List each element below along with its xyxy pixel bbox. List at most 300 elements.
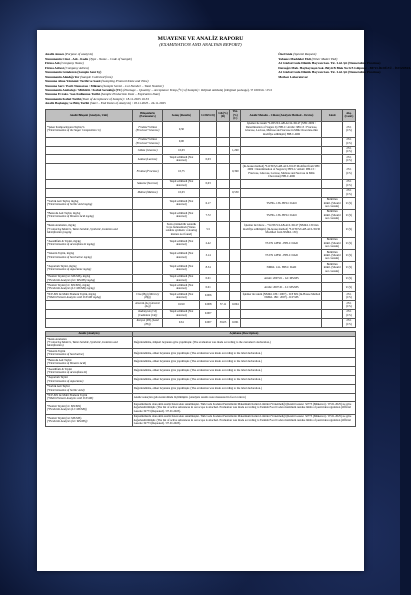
lod-cell: 0.01 <box>200 274 217 283</box>
method-cell: AOAC 2007.01 - LC MS/MS <box>241 283 322 292</box>
result-cell: Tespit edilmedi (Not detected) <box>163 262 200 274</box>
method-cell: TS EN 12856 - HPLC DAD <box>241 250 322 262</box>
meta-left-label-en: (Company Adress) <box>63 65 89 70</box>
meta-right-label: Dereağzı Mah. Hayhaytaşın Sok. Büyü B Blok No:6/5 Gölpınar - BEYLİKDÜZÜ - İSTANBUL <box>278 65 411 70</box>
decision-analysis-name-en: (*Determination of Aspartame) <box>47 378 84 383</box>
decision-description-cell: Değerlendirme, müşteri beyanına göre yapılmıştır. (The evaluation was made according to the customer's declaration.) <box>132 337 355 349</box>
analysis-cell <box>46 237 133 249</box>
gk-cell <box>216 137 229 146</box>
result-cell: Suda çözünebilir sentetik boya bulunamadı (Water-soluble synthetic colouring matters not found) <box>163 222 200 238</box>
decision-row <box>46 414 356 426</box>
meta-left-label-en: (Company Name) <box>59 61 84 66</box>
meta-left-label: Numune Alma Yöntemi/ Tarihi ve Saati <box>45 79 101 84</box>
lod-cell: 5.5 <box>200 222 217 238</box>
column-header: Akş. (Conf.) <box>342 109 355 121</box>
decision-row <box>46 349 356 358</box>
decision-row <box>46 393 356 402</box>
tlst-cell <box>230 237 241 249</box>
parameter-cell: Fruktoz+Glikoz (Fructose+Glucose) <box>132 137 163 146</box>
column-header: Sonuç (Results) <box>163 109 200 121</box>
decision-analysis-name: *ICP-MS ile Multi Elament Tayini <box>47 393 88 398</box>
table-row <box>46 164 356 180</box>
gk-cell: 39.05 <box>216 318 229 327</box>
meta-left-label: Analiz Başlangıç ve Bitiş Tarihi <box>45 101 90 106</box>
gk-cell: 57.11 <box>216 301 229 310</box>
parameter-cell: Arsenik (As) (Arsenic (As)) <box>132 301 163 310</box>
meta-left-value: : Orijinal Ambalaj (Original package) / P 1000 m / 25.5 <box>198 87 273 92</box>
lod-cell: 0,03 <box>200 155 217 164</box>
decision-analysis-name: *Sakarin Tayini <box>47 348 66 353</box>
tlst-cell: 0.004 <box>230 301 241 310</box>
analysis-cell <box>46 250 133 262</box>
analysis-name: *Asesülfam-K Tayini, mg/kg <box>47 239 81 243</box>
table-row <box>46 274 356 283</box>
meta-right-label-en: (Special Request) <box>292 52 317 57</box>
tlst-cell <box>230 309 241 318</box>
conf-cell: U (S) <box>342 237 355 249</box>
meta-left-label-en: (Type - Name – Code of Sample) <box>88 56 132 61</box>
limit-cell <box>322 164 343 180</box>
limit-cell <box>322 146 343 155</box>
meta-left-label-en: (Sample Production Date – Expiration Date) <box>99 92 161 97</box>
meta-left-label-en: (Purpose of analysis) <box>63 52 93 57</box>
analysis-name: *Pestisit Tayini (GC MS/MS), mg/kg <box>47 274 91 279</box>
decision-row <box>46 337 356 349</box>
results-table <box>45 109 356 328</box>
decision-analysis-cell <box>46 393 133 402</box>
conf-cell: U (S) <box>342 274 355 283</box>
meta-left-label: Analiz Amacı <box>45 52 64 57</box>
decision-description-cell: Değerlendirme, etiket beyanına göre yapılmıştır. (The evaluation was made according to the label declaration.) <box>132 367 355 376</box>
lod-cell: 0.006 <box>200 292 217 301</box>
gk-cell <box>216 222 229 238</box>
conf-cell: 25/1 (CS) <box>342 121 355 137</box>
lod-cell: 7.72 <box>200 209 217 221</box>
conf-cell: 25/1 (CS) <box>342 301 355 310</box>
meta-right-label: Özel Istek <box>278 52 293 57</box>
meta-left-label-en: (Sample Serial – Lot Number – Total Number) <box>101 83 164 88</box>
lod-cell: 0,03 <box>200 179 217 188</box>
method-cell <box>241 318 322 327</box>
analysis-cell <box>46 309 133 318</box>
meta-left-label: Firma Adresi <box>45 65 64 70</box>
result-cell: 0.010 <box>163 301 200 310</box>
analysis-cell <box>46 121 133 137</box>
gk-cell <box>216 209 229 221</box>
limit-cell <box>322 274 343 283</box>
parameter-cell: Fruktoz (Fructose) <box>132 164 163 180</box>
tlst-cell <box>230 250 241 262</box>
table-row <box>46 262 356 274</box>
table-row <box>46 301 356 310</box>
limit-cell: Belirtilen miktl. (Should not contain) <box>323 249 341 261</box>
lod-cell <box>200 121 217 137</box>
tlst-cell <box>230 121 241 137</box>
method-cell: İşlemer ile tanım (NMKL 186 : 2007) - ICP MS (In-House Method NMKL 186 : 2007) - ICP MS <box>242 291 321 300</box>
results-header-row <box>46 109 356 121</box>
limit-cell <box>322 301 343 310</box>
gk-cell <box>216 146 229 155</box>
meta-left-label: Numunenin Kabul Tarihi <box>45 96 81 101</box>
conf-cell: U (S) <box>342 262 355 274</box>
gk-cell <box>216 262 229 274</box>
analysis-cell <box>46 262 133 274</box>
method-cell <box>241 146 322 155</box>
column-header: LOD/LOQ <box>200 109 217 121</box>
method-cell <box>241 137 322 146</box>
column-header: Analiz Metodu – Cihazı (Analysis Method – Device) <box>241 109 322 121</box>
gk-cell <box>216 121 229 137</box>
analysis-name: *Sorbik Asit Tayini, mg/kg <box>47 198 79 203</box>
parameter-cell <box>132 197 163 209</box>
conf-cell: U (S) <box>342 250 355 262</box>
conf-cell: 25/1 (CS) <box>342 146 355 155</box>
decision-column-header: Analiz (Analysis) <box>46 331 133 336</box>
tlst-cell <box>230 179 241 188</box>
conf-cell: 25/1 (CS) <box>342 309 355 318</box>
result-cell: Tespit edilmedi (Not detected) <box>163 283 200 292</box>
result-cell: Tespit edilmedi (Not detected) <box>163 179 200 188</box>
meta-left-label: Firma Adı <box>45 61 60 66</box>
result-cell: 0,30 <box>163 121 200 137</box>
gk-cell <box>216 237 229 249</box>
parameter-cell: Laktoz (Lactose) <box>132 155 163 164</box>
analysis-name: *Şeker Kompozisyonu Tayini,% <box>47 124 85 129</box>
column-header: Tlst.(%) (C) <box>230 109 241 121</box>
decision-analysis-name: *Pestisit Tayini (GC MS/MS) <box>47 415 82 420</box>
table-row <box>46 292 356 301</box>
method-cell: TS/HG. 136- HPLC DAD <box>241 209 322 221</box>
limit-cell <box>322 222 343 238</box>
limit-cell: Belirtilen miktl. (Should not contain) <box>323 197 341 208</box>
meta-left-label-en: (Package – Quantity – Acceptance Temp.(°C) of Sample) <box>122 87 199 92</box>
table-row <box>46 121 356 137</box>
meta-left-label-en: (Date of Acceptance of Sample) <box>80 96 124 101</box>
meta-left-label-en: (Start – End Dates of Analysis) <box>89 101 132 106</box>
decision-description-cell: Değerlendirme, etiket beyanına göre yapılmıştır. (The evaluation was made according to the label declaration.) <box>132 358 355 367</box>
analysis-cell <box>46 292 133 301</box>
decision-row <box>46 384 356 393</box>
method-cell: (In-house method) *LOTUS/LAB.ACL/D147 Modified from SHC 2009 : Determination of Sugars by HPLC/ AOAC 980.13 : Fructose, Glucose, Lactose, Maltose and Sucrose in Milk Chocolate) HPLC-RID <box>242 163 321 178</box>
analysis-name-en: (*Pesticide Analysis (GC MS/MS) mg/kg) <box>47 277 96 282</box>
table-row <box>46 309 356 318</box>
meta-left-label: Numunenin Cinsi - Adı - Kodu <box>45 56 89 61</box>
conf-cell: 25/1 (CS) <box>342 137 355 146</box>
report-page <box>37 30 411 571</box>
method-cell <box>241 309 322 318</box>
decision-analysis-name-en: (*Pesticide Analysis (GC MS/MS)) <box>47 419 88 424</box>
analysis-cell <box>46 209 133 221</box>
method-cell: AOAC 2007.01 - GC MS/MS <box>241 274 322 283</box>
tlst-cell: 0,390 <box>230 164 241 180</box>
analysis-cell <box>46 318 133 327</box>
conf-cell: U (S) <box>342 209 355 221</box>
analysis-cell <box>46 301 133 310</box>
meta-right-label: A2 Global Gıda Dünük Hayvan San. Tic. Ltd. Şti (Numerolino Prestimo) <box>278 70 381 75</box>
limit-cell <box>322 292 343 301</box>
table-row <box>46 318 356 327</box>
tlst-cell <box>230 274 241 283</box>
tlst-cell: 0,530 <box>230 188 241 197</box>
table-row <box>46 222 356 238</box>
analysis-name: *Sakarin Tayini, mg/kg <box>47 251 75 256</box>
parameter-cell <box>132 222 163 238</box>
result-cell: 10,03 <box>163 146 200 155</box>
conf-cell: 25/1 (CS) <box>342 292 355 301</box>
meta-left-label: Numune Seri / Parti Numarası / Miktarı <box>45 83 102 88</box>
decision-row <box>46 402 356 414</box>
decision-analysis-cell <box>46 358 133 367</box>
lod-cell: 2.42 <box>200 237 217 249</box>
limit-cell <box>322 318 343 327</box>
analysis-cell <box>46 188 133 197</box>
lod-cell: 8.54 <box>200 262 217 274</box>
analysis-name-en: (*Multi Element Analysis with ICP-MS mg/kg) <box>47 295 101 300</box>
report-subtitle: (EXAMINATION AND ANALYSIS REPORT) <box>159 42 242 48</box>
decision-row <box>46 367 356 376</box>
analysis-cell <box>46 274 133 283</box>
analysis-cell <box>46 197 133 209</box>
tlst-cell <box>230 197 241 209</box>
parameter-cell: Maltoz (Maltose) <box>132 188 163 197</box>
lod-cell: 0.007 <box>200 318 217 327</box>
decision-description-cell: Değerlendirme, etiket beyanına göre yapılmıştır. (The evaluation was made according to the label declaration.) <box>132 349 355 358</box>
result-cell: Tespit edilmedi (Not detected) <box>163 237 200 249</box>
analysis-name-en: (*Determination of Aspartame mg/kg) <box>47 266 92 271</box>
decision-analysis-name-en: (*Determination of Acesulfame-K) <box>47 369 88 374</box>
result-cell: Tespit edilmedi (Not detected) <box>163 292 200 301</box>
limit-cell <box>322 179 343 188</box>
table-row <box>46 283 356 292</box>
result-cell: Tespit edilmedi (Not detected) <box>163 197 200 209</box>
meta-left-label: Numunenin Ambalajı / Mühürü / Kabul Seraklığı (TC) <box>45 87 123 92</box>
table-row <box>46 155 356 164</box>
decision-analysis-cell <box>46 384 133 393</box>
meta-left-label: Numunenin Gönderen (Sample Sent by) <box>45 70 102 75</box>
analysis-cell <box>46 222 133 238</box>
conf-cell: U (S) <box>342 197 355 209</box>
result-cell: Tespit edilmedi (Not detected) <box>163 309 200 318</box>
result-cell: 10,75 <box>163 164 200 180</box>
decision-row <box>46 358 356 367</box>
parameter-cell: Sakaroz (Sucrose) <box>132 179 163 188</box>
lod-cell: 6.17 <box>200 197 217 209</box>
decision-analysis-name-en: (*Multi Element Analysis with ICP-MS) <box>47 396 94 401</box>
meta-left-row <box>45 101 272 105</box>
table-row <box>46 237 356 249</box>
conf-cell: 25/1 (CS) <box>342 155 355 164</box>
tlst-cell <box>230 137 241 146</box>
decision-description-cell: Değerlendirme, etiket beyanına göre yapılmıştır. (The evaluation was made according to the label declaration.) <box>132 384 355 393</box>
sample-info-right <box>278 52 411 105</box>
lod-cell: 0.01 <box>200 283 217 292</box>
tlst-cell: 0.001 <box>230 318 241 327</box>
decision-row <box>46 375 356 384</box>
decision-table <box>45 331 356 427</box>
decision-description-cell: Değerlendirme, etiket beyanına göre yapılmıştır. (The evaluation was made according to the label declaration.) <box>132 375 355 384</box>
gk-cell <box>216 179 229 188</box>
lod-cell <box>200 188 217 197</box>
parameter-cell <box>132 262 163 274</box>
decision-analysis-name: *Benzoik Asit Tayini <box>47 357 72 362</box>
method-cell <box>241 188 322 197</box>
decision-analysis-name: *Sorbik Asit Tayini <box>47 384 70 389</box>
meta-right-row <box>278 75 411 79</box>
gk-cell <box>216 250 229 262</box>
meta-right-label-en: (Other Matter Ekli) <box>310 56 338 61</box>
decision-analysis-cell <box>46 367 133 376</box>
tlst-cell <box>230 262 241 274</box>
lod-cell: 0.007 <box>200 309 217 318</box>
analysis-cell <box>46 179 133 188</box>
sample-info-left <box>45 52 272 105</box>
table-row <box>46 137 356 146</box>
gk-cell <box>216 197 229 209</box>
method-cell: TS EN 12856 - HPLC DAD <box>241 237 322 249</box>
decision-analysis-name: *Renk Aramaları <box>47 336 67 341</box>
limit-cell <box>322 155 343 164</box>
conf-cell: 25/1 (CS) <box>342 318 355 327</box>
report-title: MUAYENE VE ANALİZ RAPORU <box>157 36 244 42</box>
analysis-name: *ICP-MS ile Multi Elament Tayini, mg/kg <box>47 291 97 296</box>
analysis-name-en: (*Determination of the Sugar Composition %) <box>47 128 101 133</box>
tlst-cell <box>230 292 241 301</box>
conf-cell: 25/1 (CS) <box>342 164 355 180</box>
conf-cell: U (S) <box>342 283 355 292</box>
tlst-cell <box>230 283 241 292</box>
result-cell: Tespit edilmedi (Not detected) <box>163 250 200 262</box>
result-cell: 10,03 <box>163 188 200 197</box>
result-cell: 0,00 <box>163 137 200 146</box>
method-cell <box>241 301 322 310</box>
decision-analysis-name: *Aspartam Tayini <box>47 375 68 380</box>
column-header: Bileşenlerin (Parameters) <box>132 109 163 121</box>
column-header: Limit <box>322 109 343 121</box>
tlst-cell: 1,290 <box>230 146 241 155</box>
analysis-name-en: (*Colouring Matters, Water-Soluble, Synthetic, Isolation and Identification) mg/kg <box>47 226 118 235</box>
column-header: GK(%) (R) <box>216 109 229 121</box>
parameter-cell <box>132 250 163 262</box>
limit-cell: Belirtilen miktl. (Should not contain) <box>323 237 341 249</box>
decision-description-cell: Kapsamımızda olan ektin analiz listesi ekte sunulmuştur. Türk Gıda Kodeksi Pestisitlerin Maksimum Kalıntı Limitleri Yönetmeliği (Resmi Gazete: 32773 (Mükerrer) / 07.01.2025) ne göre değerlendirilmiştir. (The list of active substances in our scope is attached. Evaluation was made according to Turkish Food Codex maximum residue limits of pesticides regulation (Official Gazette 32773 (Repeated) / 07.01.2025). <box>132 414 355 426</box>
analysis-name-en: (*Determination of Sorbic Acid mg/kg) <box>47 202 93 207</box>
decision-analysis-name-en: (*Colouring Matters, Water-Soluble, Synthetic, Isolation and Identification) <box>47 340 118 348</box>
limit-cell <box>322 309 343 318</box>
analysis-name: *Pestisit Tayini (LC MS/MS), mg/kg <box>47 282 90 287</box>
gk-cell <box>216 188 229 197</box>
decision-column-header: Açıklama (Description) <box>132 331 355 336</box>
sample-info <box>45 52 411 106</box>
limit-cell: Belirtilen miktl. (Should not contain) <box>323 209 341 221</box>
decision-analysis-cell <box>46 349 133 358</box>
table-row <box>46 146 356 155</box>
conf-cell: U (S) <box>342 222 355 238</box>
method-cell: İşlemer ile tanım *LOTUS/LAB.ACLL/D147 (SHC 2009 : Determination of Sugars by HPLC/ AOAC 980.13 : Fructose, Glucose, Lactose, Maltose and Sucrose in Milk Chocolate-thin modifiye edilmiştir) HPLC-RID <box>241 121 322 137</box>
decision-analysis-name-en: (*Determination of Sorbic Acid) <box>47 387 85 392</box>
lod-cell: 3.14 <box>200 250 217 262</box>
method-cell <box>241 179 322 188</box>
decision-analysis-cell <box>46 337 133 349</box>
limit-cell <box>322 283 343 292</box>
method-cell: İşlemer ile bilece – *LOTUS/LAB.ACL/D147 (NMKL 130 ilan modifiye edilmiştir) (In-house method) *LOTUS/LAB.ACL/D130 Modified from NMKL 130) <box>241 222 322 238</box>
analysis-cell <box>46 146 133 155</box>
analysis-name-en: (*Determination of Acesulfame-K mg/kg) <box>47 242 95 247</box>
lod-cell <box>200 164 217 180</box>
decision-description-cell: Kapsamımızda olan ektin analiz listesi ekte sunulmuştur. Türk Gıda Kodeksi Pestisitlerin Maksimum Kalıntı Limitleri Yönetmeliği (Resmi Gazete: 32773 (Mükerrer) / 07.01.2025) ne göre değerlendirilmiştir. (The list of active substances in our scope is attached. Evaluation was made according to Turkish Food Codex maximum residue limits of pesticides regulation (Official Gazette 32773 (Repeated) / 07.01.2025). <box>132 402 355 414</box>
parameter-cell <box>132 283 163 292</box>
meta-left-label: Numunenin Alındığı Yer <box>45 74 80 79</box>
limit-cell <box>322 121 343 137</box>
limit-cell <box>322 188 343 197</box>
meta-right-label: A2 Global Gıda Dünük Hayvan San. Tic. Ltd. Şti (Numerolino Prestimo) <box>278 61 381 66</box>
table-row <box>46 179 356 188</box>
result-cell: Tespit edilmedi (Not detected) <box>163 209 200 221</box>
analysis-cell <box>46 283 133 292</box>
analysis-name: *Renk Aramaları, mg/kg <box>47 223 76 228</box>
parameter-cell: Glikoz (Glucose) <box>132 146 163 155</box>
method-cell: NMKL 141- HPLC DAD <box>241 262 322 274</box>
lod-cell: 0.008 <box>200 301 217 310</box>
meta-right-label: Merkez Laboratuvar <box>278 74 308 79</box>
analysis-name-en: (*Determination of Saccharine mg/kg) <box>47 254 92 259</box>
gk-cell <box>216 292 229 301</box>
analysis-name: *Aspartam Tayini, mg/kg <box>47 263 77 268</box>
gk-cell <box>216 164 229 180</box>
conf-cell: 25/1 (CS) <box>342 179 355 188</box>
parameter-cell: Fruktoz+Glikoz (Fructose+Glucose) <box>132 121 163 137</box>
decision-analysis-name-en: (*Determination of Benzoic Acid) <box>47 361 87 366</box>
meta-right-label: Yabancı Maddeler Ekli <box>278 56 311 61</box>
result-cell: 0.61 <box>163 318 200 327</box>
limit-cell <box>322 137 343 146</box>
method-cell <box>241 155 322 164</box>
decision-analysis-name-en: (*Determination of Saccharine) <box>47 352 84 357</box>
analysis-name-en: (*Determination of Benzoic Acid mg/kg) <box>47 214 94 219</box>
limit-cell: Belirtilen miktl. (Should not contain) <box>323 261 341 273</box>
result-cell: Tespit edilmedi (Not detected) <box>163 155 200 164</box>
decision-analysis-cell <box>46 375 133 384</box>
result-cell: Tespit edilmedi (Not detected) <box>163 274 200 283</box>
gk-cell <box>216 155 229 164</box>
tlst-cell <box>230 155 241 164</box>
column-header: Analiz Bileşeni (Analysis, Unit) <box>46 109 133 121</box>
analysis-cell <box>46 155 133 164</box>
analysis-cell <box>46 164 133 180</box>
parameter-cell: Kadmiyum (Cd) (Cadmium (Cd)) <box>132 309 163 318</box>
gk-cell <box>216 283 229 292</box>
table-row <box>46 188 356 197</box>
gk-cell <box>216 309 229 318</box>
parameter-cell <box>132 237 163 249</box>
meta-left-value: : 18.11.2025 16.33 <box>123 96 149 101</box>
parameter-cell: Kurşun (Pb) (Lead (Pb)) <box>132 318 163 327</box>
parameter-cell <box>132 209 163 221</box>
meta-left-label: Numune Evrakı / Son Kullanma Tarihi <box>45 92 100 97</box>
decision-analysis-name: *Pestisit Tayini (LC MS/MS) <box>47 403 82 408</box>
meta-left-label-en: (Sampling Protocol/Date and Time) <box>100 79 149 84</box>
decision-analysis-cell <box>46 414 133 426</box>
tlst-cell <box>230 222 241 238</box>
lod-cell <box>200 137 217 146</box>
lod-cell <box>200 146 217 155</box>
meta-left-label-en: (Sample Collected from) <box>79 74 113 79</box>
tlst-cell <box>230 209 241 221</box>
results-body <box>46 121 356 327</box>
gk-cell <box>216 274 229 283</box>
conf-cell: 25/1 (CS) <box>342 188 355 197</box>
parameter-cell: Civa (Hg) (Mercury (Hg)) <box>132 292 163 301</box>
analysis-name: *Benzoik Asit Tayini, mg/kg <box>47 211 81 216</box>
